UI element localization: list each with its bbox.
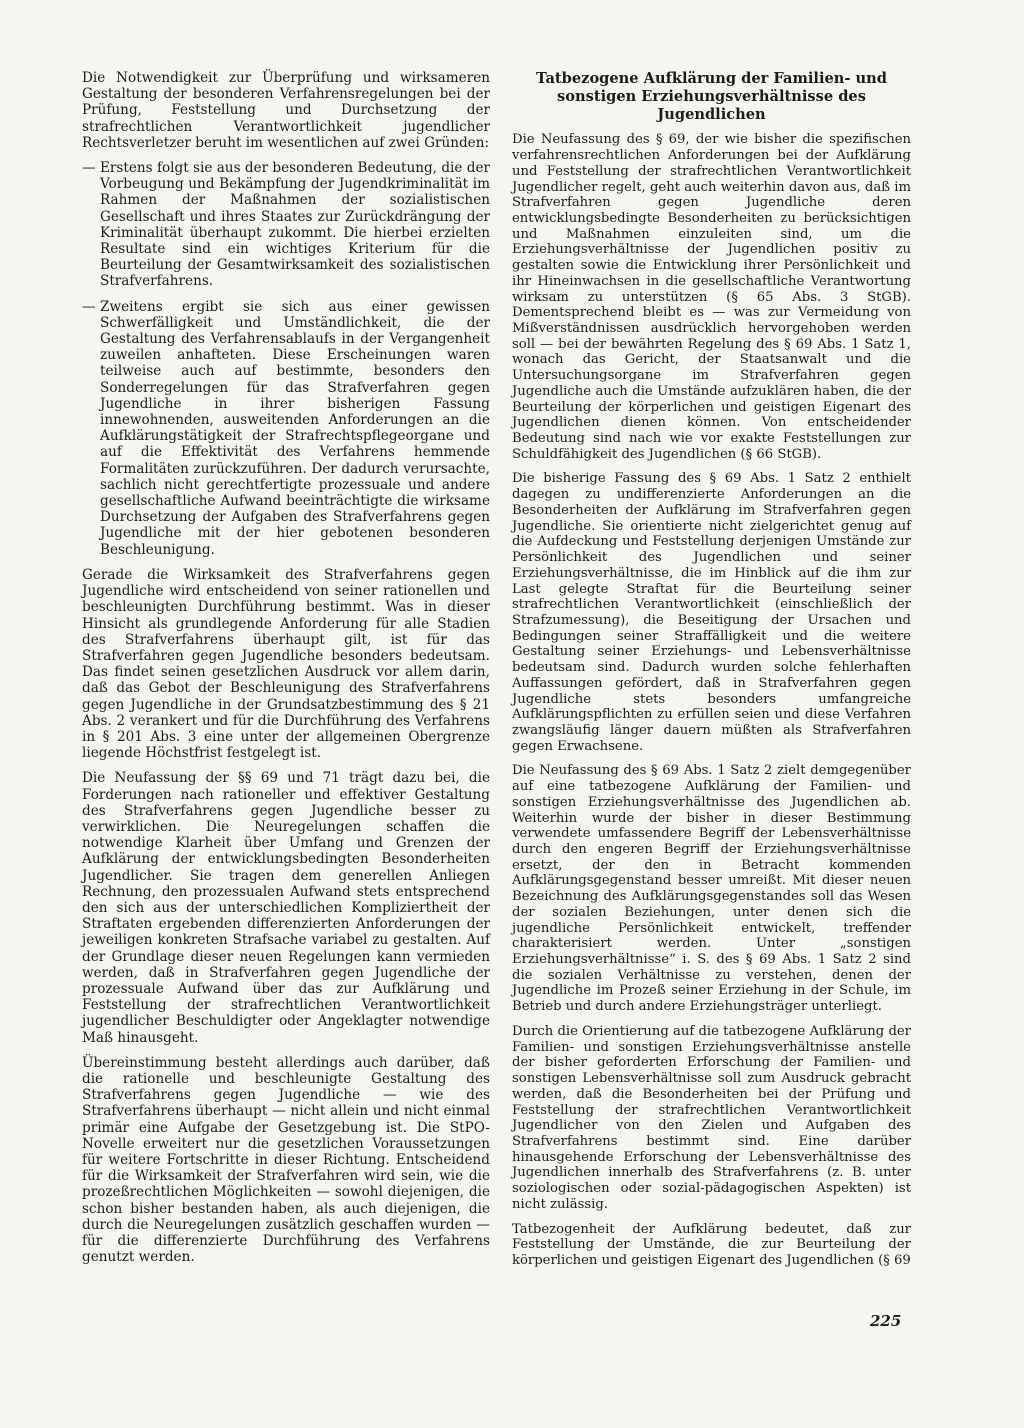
body-paragraph: Gerade die Wirksamkeit des Strafverfahrens gegen Jugendliche wird entscheidend von seiner rationellen und beschleunigten Durchführung bestimmt. Was in dieser Hinsicht als grundlegende Anforderung für alle Stadien des Strafverfahrens überhaupt gilt, ist für das Strafverfahren gegen Jugendliche besonders bedeutsam. Das findet seinen gesetzlichen Ausdruck vor allem darin, daß das Gebot der Beschleunigung des Strafverfahrens gegen Jugendliche in der Grundsatzbestimmung des § 21 Abs. 2 verankert und für die Durchführung des Verfahrens in § 201 Abs. 3 eine unter der allgemeinen Obergrenze liegende Höchstfrist festgelegt ist. bbox=[82, 566, 490, 762]
body-paragraph: Die bisherige Fassung des § 69 Abs. 1 Satz 2 enthielt dagegen zu undifferenzierte Anforderungen an die Besonderheiten der Aufklärung im Strafverfahren gegen Jugendliche. Sie orientierte nicht zielgerichtet genug auf die Aufdeckung und Feststellung derjenigen Umstände zur Persönlichkeit des Jugendlichen und seiner Erziehungsverhältnisse, die im Hinblick auf die ihm zur Last gelegte Straftat für die Beurteilung seiner strafrechtlichen Verantwortlichkeit (einschließlich der Strafzumessung), die Beseitigung der Ursachen und Bedingungen seiner Straffälligkeit und die weitere Gestaltung seiner Erziehungs- und Lebensverhältnisse bedeutsam sind. Dadurch wurden solche fehlerhaften Auffassungen gefördert, daß in Strafverfahren gegen Jugendliche stets besonders umfangreiche Aufklärungspflichten zu erfüllen seien und diese Verfahren zwangsläufig länger dauern müßten als Strafverfahren gegen Erwachsene. bbox=[512, 471, 911, 754]
body-paragraph: Die Neufassung des § 69 Abs. 1 Satz 2 zielt demgegenüber auf eine tatbezogene Aufklärung der Familien- und sonstigen Erziehungsverhältnisse des Jugendlichen ab. Weiterhin wurde der bisher in dieser Bestimmung verwendete umfassendere Begriff der Lebensverhältnisse durch den engeren Begriff der Erziehungsverhältnisse ersetzt, der den in Betracht kommenden Aufklärungsgegenstand besser umreißt. Mit dieser neuen Bezeichnung des Aufklärungsgegenstandes soll das Wesen der sozialen Beziehungen, unter denen sich die jugendliche Persönlichkeit entwickelt, treffender charakterisiert werden. Unter „sonstigen Erziehungsverhältnisse“ i. S. des § 69 Abs. 1 Satz 2 sind die sozialen Verhältnisse zu verstehen, denen der Jugendliche im Prozeß seiner Erziehung in der Schule, im Betrieb und durch andere Erziehungsträger unterliegt. bbox=[512, 763, 911, 1015]
reasons-list bbox=[82, 160, 490, 558]
right-column bbox=[512, 70, 911, 1278]
page-number: 225 bbox=[870, 1312, 902, 1330]
body-paragraph: Tatbezogenheit der Aufklärung bedeutet, daß zur Feststellung der Umstände, die zur Beurteilung der körperlichen und geistigen Eigenart des Jugendlichen (§ 69 bbox=[512, 1221, 911, 1268]
dash-bullet: — bbox=[82, 160, 96, 177]
list-item bbox=[82, 160, 490, 290]
left-column bbox=[82, 70, 490, 1274]
body-paragraph: Übereinstimmung besteht allerdings auch darüber, daß die rationelle und beschleunigte Gestaltung des Strafverfahrens gegen Jugendliche — wie des Strafverfahrens überhaupt — nicht allein und nicht einmal primär eine Aufgabe der Gesetzgebung ist. Die StPO-Novelle erweitert nur die gesetzlichen Voraussetzungen für weitere Fortschritte in dieser Richtung. Entscheidend für die Wirksamkeit der Strafverfahren wird sein, wie die prozeßrechtlichen Möglichkeiten — sowohl diejenigen, die schon bisher bestanden haben, als auch diejenigen, die durch die Neuregelungen zusätzlich geschaffen wurden — für die differenzierte Durchführung des Verfahrens genutzt werden. bbox=[82, 1054, 490, 1266]
list-item bbox=[82, 299, 490, 558]
body-paragraph: Die Neufassung des § 69, der wie bisher die spezifischen verfahrensrechtlichen Anforderungen bei der Aufklärung und Feststellung der strafrechtlichen Verantwortlichkeit Jugendlicher regelt, geht auch weiterhin davon aus, daß im Strafverfahren gegen Jugendliche deren entwicklungsbedingte Besonderheiten zu berücksichtigen und Maßnahmen einzuleiten sind, um die Erziehungsverhältnisse der Jugendlichen positiv zu gestalten sowie die Entwicklung ihrer Persönlichkeit und ihr Hineinwachsen in die gesellschaftliche Verantwortung wirksam zu unterstützen (§ 65 Abs. 3 StGB). Dementsprechend bleibt es — was zur Vermeidung von Mißverständnissen ausdrücklich hervorgehoben werden soll — bei der bewährten Regelung des § 69 Abs. 1 Satz 1, wonach das Gericht, der Staatsanwalt und die Untersuchungsorgane im Strafverfahren gegen Jugendliche auch die Umstände aufzuklären haben, die der Beurteilung der körperlichen und geistigen Eigenart des Jugendlichen dienen können. Von entscheidender Bedeutung sind nach wie vor exakte Feststellungen zur Schuldfähigkeit des Jugendlichen (§ 66 StGB). bbox=[512, 132, 911, 462]
body-paragraph: Die Neufassung der §§ 69 und 71 trägt dazu bei, die Forderungen nach rationeller und effektiver Gestaltung des Strafverfahrens gegen Jugendliche besser zu verwirklichen. Die Neuregelungen schaffen die notwendige Klarheit über Umfang und Grenzen der Aufklärung der entwicklungsbedingten Besonderheiten Jugendlicher. Sie tragen dem generellen Anliegen Rechnung, den prozessualen Aufwand stets entsprechend den sich aus der unterschiedlichen Kompliziertheit der Straftaten ergebenden differenzierten Anforderungen der jeweiligen konkreten Strafsache variabel zu gestalten. Auf der Grundlage dieser neuen Regelungen kann vermieden werden, daß in Strafverfahren gegen Jugendliche der prozessuale Aufwand über das zur Aufklärung und Feststellung der strafrechtlichen Verantwortlichkeit jugendlicher Beschuldigter oder Angeklagter notwendige Maß hinausgeht. bbox=[82, 770, 490, 1046]
dash-bullet: — bbox=[82, 298, 96, 315]
intro-paragraph: Die Notwendigkeit zur Überprüfung und wirksameren Gestaltung der besonderen Verfahrensregelungen bei der Prüfung, Feststellung und Durchsetzung der strafrechtlichen Verantwortlichkeit jugendlicher Rechtsverletzer beruht im wesentlichen auf zwei Gründen: bbox=[82, 70, 490, 151]
list-item-text: Zweitens ergibt sie sich aus einer gewissen Schwerfälligkeit und Umständlichkeit, die der Gestaltung des Verfahrensablaufs in der Vergangenheit zuweilen anhafteten. Diese Erscheinungen waren teilweise auch auf bestimmte, besonders den Sonderregelungen für das Strafverfahren gegen Jugendliche in ihrer bisherigen Fassung innewohnenden, ausweitenden Anforderungen an die Aufklärungstätigkeit der Strafrechtspflegeorgane und auf die Effektivität des Verfahrens hemmende Formalitäten zurückzuführen. Der dadurch verursachte, sachlich nicht gerechtfertigte prozessuale und andere gesellschaftliche Aufwand beeinträchtigte die wirksame Durchsetzung der Aufgaben des Strafverfahrens gegen Jugendliche mit der hier gebotenen besonderen Beschleunigung. bbox=[100, 298, 490, 558]
section-heading: Tatbezogene Aufklärung der Familien- und sonstigen Erziehungsverhältnisse des Jugendlichen bbox=[536, 70, 887, 123]
body-paragraph: Durch die Orientierung auf die tatbezogene Aufklärung der Familien- und sonstigen Erziehungsverhältnisse anstelle der bisher geforderten Erforschung der Familien- und sonstigen Lebensverhältnisse soll zum Ausdruck gebracht werden, daß die Besonderheiten bei der Prüfung und Feststellung der strafrechtlichen Verantwortlichkeit Jugendlicher von den Zielen und Aufgaben des Strafverfahrens bestimmt sind. Eine darüber hinausgehende Erforschung der Lebensverhältnisse des Jugendlichen innerhalb des Strafverfahrens (z. B. unter soziologischen oder sozial-pädagogischen Aspekten) ist nicht zulässig. bbox=[512, 1023, 911, 1212]
list-item-text: Erstens folgt sie aus der besonderen Bedeutung, die der Vorbeugung und Bekämpfung der Jugendkriminalität im Rahmen der Maßnahmen der sozialistischen Gesellschaft und ihres Staates zur Zurückdrängung der Kriminalität überhaupt zukommt. Die hierbei erzielten Resultate sind ein wichtiges Kriterium für die Beurteilung der Gesamtwirksamkeit des sozialistischen Strafverfahrens. bbox=[100, 160, 490, 290]
